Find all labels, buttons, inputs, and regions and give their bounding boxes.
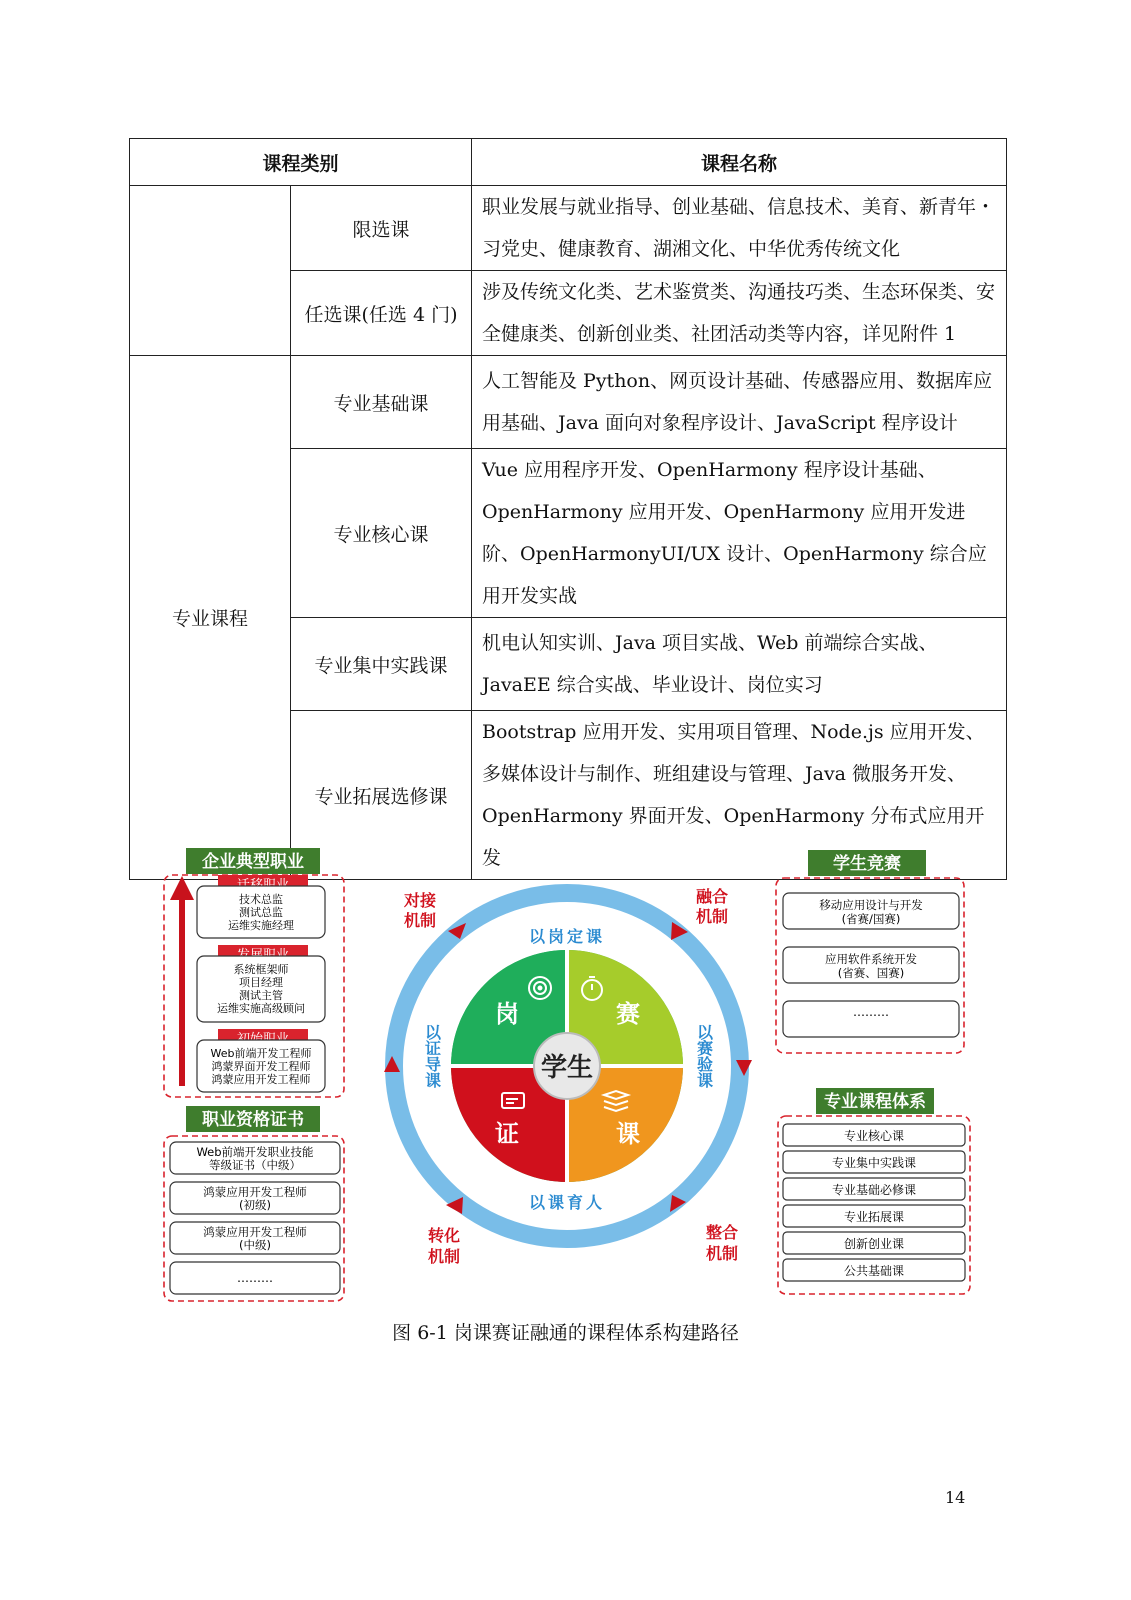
header-category: 课程类别 xyxy=(130,139,472,186)
course-system-list xyxy=(783,1124,965,1281)
cert-line: Web前端开发职业技能 xyxy=(196,1145,314,1159)
sub-category: 专业核心课 xyxy=(291,449,472,618)
group-cell: 专业课程 xyxy=(130,356,291,880)
sub-category: 任选课(任选 4 门) xyxy=(291,271,472,356)
mechanism-label: 融合 xyxy=(695,887,729,906)
occupation-item: 运维实施高级顾问 xyxy=(217,1002,305,1015)
page-number: 14 xyxy=(945,1488,966,1507)
occupation-item: Web前端开发工程师 xyxy=(210,1047,312,1060)
table-header-row xyxy=(130,139,1007,186)
occupation-item: 系统框架师 xyxy=(233,963,289,976)
course-names: Bootstrap 应用开发、实用项目管理、Node.js 应用开发、多媒体设计与制作、班组建设与管理、Java 微服务开发、OpenHarmony 界面开发、OpenHarmony 分布式应用开发 xyxy=(472,711,1007,880)
course-system-item: 专业集中实践课 xyxy=(831,1156,917,1170)
cert-line: 鸿蒙应用开发工程师 xyxy=(203,1185,307,1199)
occupation-item: 鸿蒙应用开发工程师 xyxy=(211,1073,311,1086)
competition-line: (省赛/国赛) xyxy=(841,912,901,926)
competition-line: (省赛、国赛) xyxy=(837,966,905,980)
course-system-item: 创新创业课 xyxy=(843,1237,905,1251)
mechanism-label: 机制 xyxy=(427,1247,461,1266)
ring-bottom-label: 以课育人 xyxy=(528,1193,606,1212)
course-names: 人工智能及 Python、网页设计基础、传感器应用、数据库应用基础、Java 面向对象程序设计、JavaScript 程序设计 xyxy=(472,356,1007,449)
core-label: 学生 xyxy=(540,1053,594,1083)
course-system-item: 专业拓展课 xyxy=(843,1210,905,1224)
header-name: 课程名称 xyxy=(472,139,1007,186)
quadrant-gang-label: 岗 xyxy=(495,1000,519,1028)
ring-right-label: 以赛验课 xyxy=(694,1024,714,1088)
quadrant-ke-label: 课 xyxy=(616,1120,640,1148)
course-names: 机电认知实训、Java 项目实战、Web 前端综合实战、JavaEE 综合实战、毕业设计、岗位实习 xyxy=(472,618,1007,711)
occupation-item: 运维实施经理 xyxy=(228,919,294,932)
sub-category: 限选课 xyxy=(291,186,472,271)
course-system-item: 专业基础必修课 xyxy=(831,1183,917,1197)
competition-line: ……… xyxy=(853,1005,889,1019)
quadrant-zheng-label: 证 xyxy=(495,1120,519,1148)
course-names: 职业发展与就业指导、创业基础、信息技术、美育、新青年・习党史、健康教育、湖湘文化、中华优秀传统文化 xyxy=(472,186,1007,271)
ring-top-label: 以岗定课 xyxy=(528,927,606,946)
competition-line: 应用软件系统开发 xyxy=(825,952,917,966)
quadrant-sai-label: 赛 xyxy=(616,1000,640,1028)
mechanism-label: 转化 xyxy=(427,1226,461,1245)
group-cell-empty xyxy=(130,186,291,356)
cert-title: 职业资格证书 xyxy=(202,1110,304,1130)
cert-line: (中级) xyxy=(239,1238,271,1252)
occupation-item: 测试主管 xyxy=(239,989,283,1002)
competition-line: 移动应用设计与开发 xyxy=(819,898,923,912)
sub-category: 专业拓展选修课 xyxy=(291,711,472,880)
sub-category: 专业集中实践课 xyxy=(291,618,472,711)
course-system-figure xyxy=(0,830,1131,1310)
course-names: 涉及传统文化类、艺术鉴赏类、沟通技巧类、生态环保类、安全健康类、创新创业类、社团活动类等内容，详见附件 1 xyxy=(472,271,1007,356)
competition-title: 学生竞赛 xyxy=(833,854,901,874)
occupation-item: 鸿蒙界面开发工程师 xyxy=(211,1060,311,1073)
mechanism-label: 对接 xyxy=(403,891,437,910)
sub-category: 专业基础课 xyxy=(291,356,472,449)
cert-line: (初级) xyxy=(239,1198,271,1212)
course-system-title: 专业课程体系 xyxy=(824,1092,926,1112)
cert-line: ……… xyxy=(237,1271,273,1285)
occupation-title: 企业典型职业 xyxy=(202,852,304,872)
occupation-item: 项目经理 xyxy=(239,976,283,989)
ring-left-label: 以证导课 xyxy=(422,1024,442,1088)
mechanism-label: 整合 xyxy=(705,1223,739,1242)
table-row xyxy=(130,186,1007,271)
course-names: Vue 应用程序开发、OpenHarmony 程序设计基础、OpenHarmony 应用开发、OpenHarmony 应用开发进阶、OpenHarmonyUI/UX 设计、OpenHarmony 综合应用开发实战 xyxy=(472,449,1007,618)
mechanism-label: 机制 xyxy=(403,911,437,930)
cert-line: 鸿蒙应用开发工程师 xyxy=(203,1225,307,1239)
course-table xyxy=(129,138,1007,880)
mechanism-label: 机制 xyxy=(695,907,729,926)
course-system-item: 专业核心课 xyxy=(843,1129,905,1143)
mechanism-label: 机制 xyxy=(705,1244,739,1263)
cert-line: 等级证书（中级） xyxy=(209,1158,301,1172)
course-system-item: 公共基础课 xyxy=(843,1264,905,1278)
figure-caption: 图 6-1 岗课赛证融通的课程体系构建路径 xyxy=(392,1322,739,1344)
table-row xyxy=(130,356,1007,449)
occupation-item: 技术总监 xyxy=(239,893,283,906)
occupation-item: 测试总监 xyxy=(239,906,283,919)
